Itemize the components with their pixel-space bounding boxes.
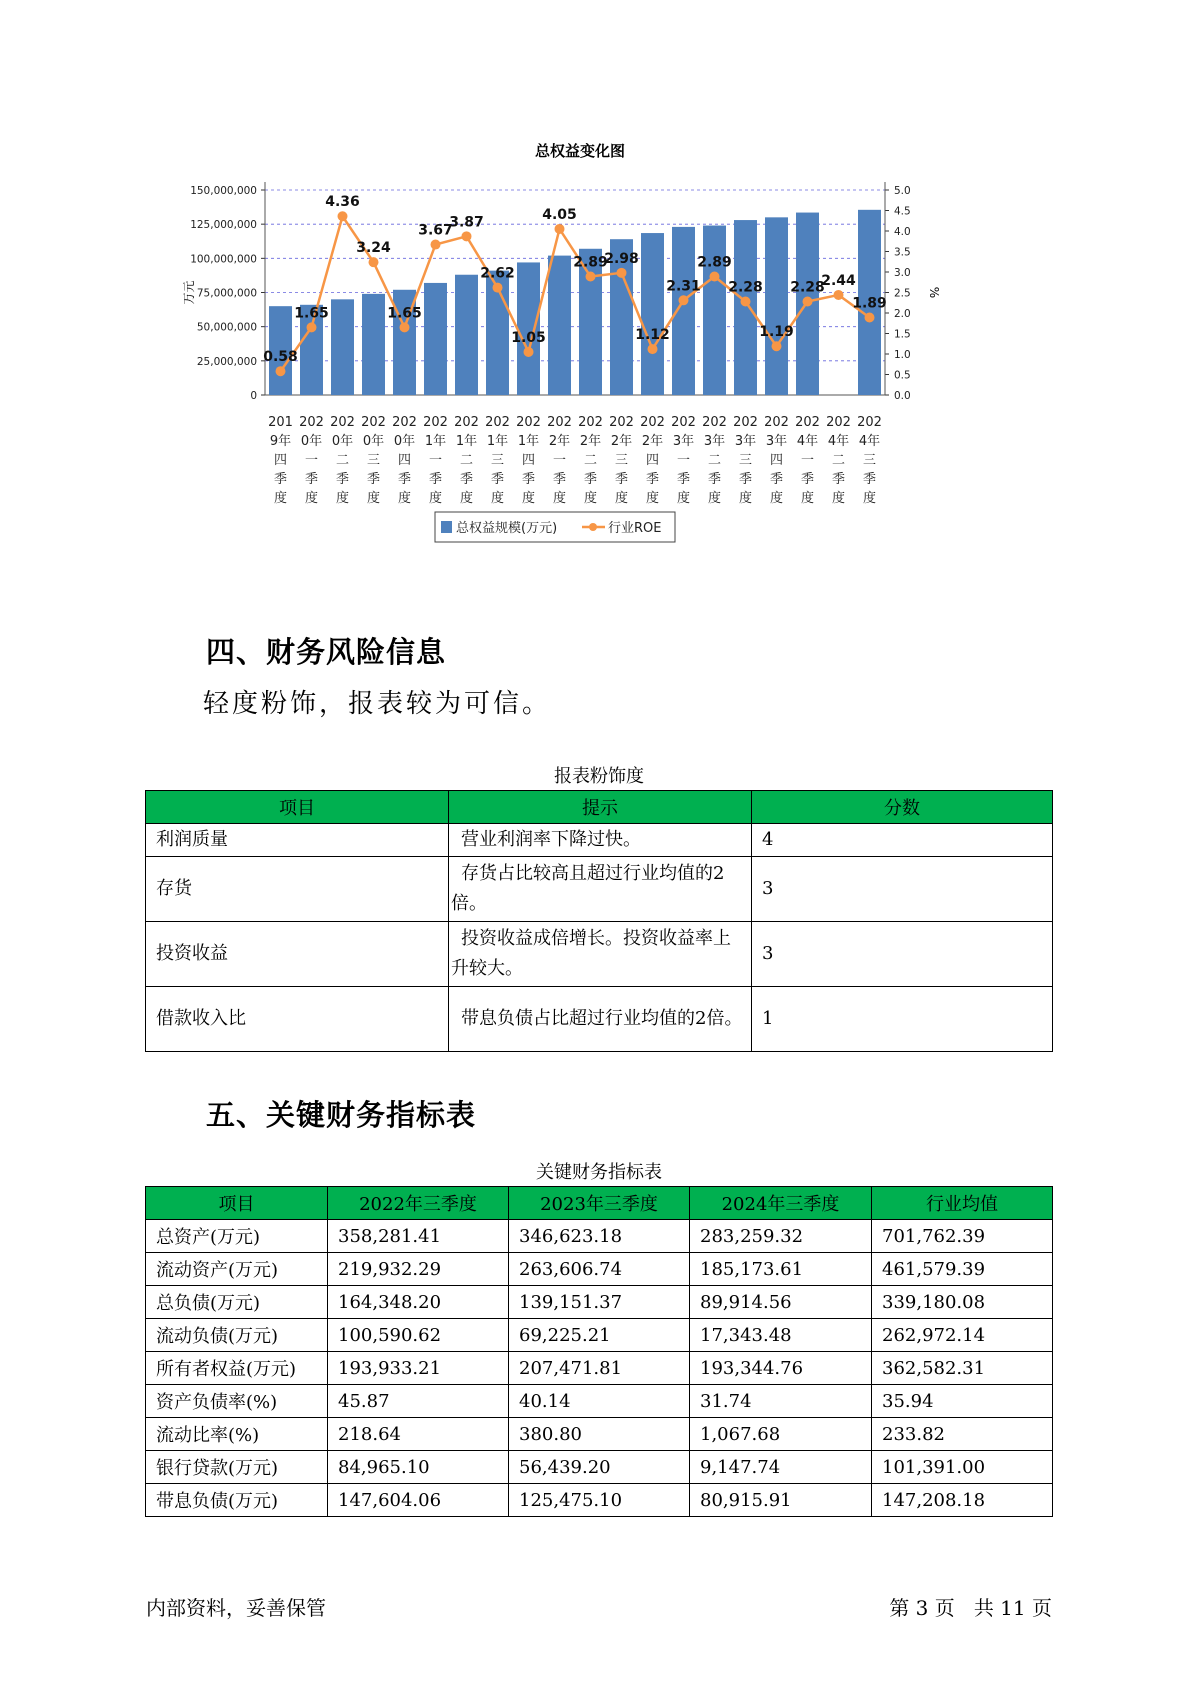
roe-data-label: 1.19 [759,324,794,341]
left-tick-label: 50,000,000 [196,321,257,334]
x-tick-label: 四 [397,453,412,468]
roe-point [710,272,720,282]
x-tick-label: 度 [614,491,629,506]
x-tick-label: 4年 [796,434,819,449]
table-row [146,1484,1053,1517]
roe-data-label: 4.36 [325,194,360,211]
right-tick-label: 1.0 [894,349,911,361]
kpi-value: 263,606.74 [509,1253,690,1286]
x-tick-label: 度 [862,491,877,506]
x-tick-label: 0年 [393,434,416,449]
kpi-value: 233.82 [872,1418,1053,1451]
x-tick-label: 4年 [858,434,881,449]
x-tick-label: 201 [268,415,293,430]
x-tick-label: 季 [738,472,753,487]
x-tick-label: 度 [769,491,784,506]
risk-score: 3 [752,922,1053,987]
roe-point [400,322,410,332]
x-tick-label: 二 [707,453,722,468]
x-tick-label: 季 [800,472,815,487]
roe-point [741,297,751,307]
bar [331,299,354,395]
table-row [146,1319,1053,1352]
right-tick-label: 3.0 [894,267,911,279]
x-tick-label: 202 [299,415,324,430]
table-row [146,1253,1053,1286]
risk-hint: 营业利润率下降过快。 [449,824,752,857]
x-tick-label: 202 [392,415,417,430]
roe-data-label: 1.05 [511,329,546,346]
x-tick-label: 202 [702,415,727,430]
kpi-table [145,1186,1053,1517]
kpi-item: 流动比率(%) [146,1418,328,1451]
x-tick-label: 度 [676,491,691,506]
table-row [146,1220,1053,1253]
x-tick-label: 季 [831,472,846,487]
x-tick-label: 0年 [362,434,385,449]
roe-data-label: 2.89 [697,254,732,271]
roe-point [462,231,472,241]
kpi-item: 所有者权益(万元) [146,1352,328,1385]
risk-hint: 投资收益成倍增长。投资收益率上升较大。 [449,922,752,987]
x-tick-label: 0年 [300,434,323,449]
left-tick-label: 150,000,000 [190,185,257,197]
right-tick-label: 3.5 [894,246,911,259]
x-tick-label: 四 [769,453,784,468]
header-cell: 2024年三季度 [690,1187,872,1220]
x-tick-label: 度 [335,491,350,506]
x-tick-label: 3年 [703,434,726,449]
kpi-value: 101,391.00 [872,1451,1053,1484]
x-tick-label: 202 [764,415,789,430]
kpi-value: 17,343.48 [690,1319,872,1352]
header-cell: 提示 [449,791,752,824]
kpi-value: 80,915.91 [690,1484,872,1517]
kpi-item: 流动负债(万元) [146,1319,328,1352]
x-tick-label: 二 [459,453,474,468]
x-tick-label: 季 [707,472,722,487]
x-tick-label: 4年 [827,434,850,449]
x-tick-label: 3年 [765,434,788,449]
legend-bar-swatch [441,521,452,533]
roe-data-label: 0.58 [263,349,298,366]
risk-score: 4 [752,824,1053,857]
x-tick-label: 202 [454,415,479,430]
x-tick-label: 202 [857,415,882,430]
right-tick-label: 4.0 [894,226,911,238]
right-axis-label: % [927,286,941,299]
x-tick-label: 度 [428,491,443,506]
bar [548,256,571,395]
x-tick-label: 202 [547,415,572,430]
table-row [146,1352,1053,1385]
table-row [146,1451,1053,1484]
kpi-value: 219,932.29 [328,1253,509,1286]
kpi-value: 9,147.74 [690,1451,872,1484]
risk-score: 3 [752,857,1053,922]
kpi-value: 218.64 [328,1418,509,1451]
footer-page-number: 第 3 页 共 11 页 [889,1596,1052,1620]
kpi-value: 56,439.20 [509,1451,690,1484]
x-tick-label: 9年 [269,434,292,449]
right-tick-label: 0.0 [894,390,911,402]
kpi-table-caption: 关键财务指标表 [536,1162,662,1183]
bar [362,294,385,395]
x-tick-label: 季 [614,472,629,487]
kpi-value: 164,348.20 [328,1286,509,1319]
kpi-value: 147,208.18 [872,1484,1053,1517]
x-tick-label: 三 [614,453,629,468]
kpi-value: 185,173.61 [690,1253,872,1286]
roe-data-label: 1.65 [387,305,422,322]
x-tick-label: 三 [862,453,877,468]
roe-data-label: 1.89 [852,295,887,312]
x-tick-label: 度 [738,491,753,506]
x-tick-label: 度 [552,491,567,506]
roe-point [834,290,844,300]
x-tick-label: 度 [397,491,412,506]
kpi-value: 380.80 [509,1418,690,1451]
kpi-item: 资产负债率(%) [146,1385,328,1418]
kpi-table-header [146,1187,1053,1220]
x-tick-label: 季 [645,472,660,487]
kpi-value: 283,259.32 [690,1220,872,1253]
kpi-value: 31.74 [690,1385,872,1418]
x-tick-label: 度 [831,491,846,506]
roe-point [276,366,286,376]
x-tick-label: 2年 [641,434,664,449]
roe-data-label: 2.28 [790,279,825,296]
x-tick-label: 季 [521,472,536,487]
kpi-value: 147,604.06 [328,1484,509,1517]
x-tick-label: 度 [304,491,319,506]
x-tick-label: 2年 [548,434,571,449]
x-tick-label: 季 [583,472,598,487]
right-tick-label: 2.5 [894,287,911,300]
risk-hint: 带息负债占比超过行业均值的2倍。 [449,987,752,1052]
risk-score: 1 [752,987,1053,1052]
section5-title: 五、关键财务指标表 [206,1098,477,1132]
header-cell: 行业均值 [872,1187,1053,1220]
left-tick-label: 75,000,000 [196,287,257,300]
x-tick-label: 3年 [672,434,695,449]
x-tick-label: 二 [335,453,350,468]
roe-point [803,297,813,307]
x-tick-label: 202 [330,415,355,430]
chart-title: 总权益变化图 [534,142,626,160]
x-tick-label: 202 [640,415,665,430]
legend-line-label: 行业ROE [608,521,662,536]
header-cell: 分数 [752,791,1053,824]
bar [765,217,788,395]
roe-point [772,341,782,351]
risk-table-header [146,791,1053,824]
x-tick-label: 度 [366,491,381,506]
left-tick-label: 125,000,000 [190,219,257,232]
roe-point [586,272,596,282]
risk-table [145,790,1053,1052]
kpi-value: 139,151.37 [509,1286,690,1319]
x-tick-label: 三 [366,453,381,468]
right-tick-label: 0.5 [894,369,911,382]
risk-item: 利润质量 [146,824,449,857]
roe-point [617,268,627,278]
x-tick-label: 202 [423,415,448,430]
x-tick-label: 度 [521,491,536,506]
x-tick-label: 季 [428,472,443,487]
kpi-value: 1,067.68 [690,1418,872,1451]
roe-data-label: 3.24 [356,240,391,257]
x-tick-label: 202 [609,415,634,430]
x-tick-label: 202 [485,415,510,430]
x-tick-label: 一 [304,453,319,468]
kpi-item: 银行贷款(万元) [146,1451,328,1484]
x-tick-label: 1年 [424,434,447,449]
roe-data-label: 2.44 [821,272,856,289]
left-tick-label: 100,000,000 [190,253,257,266]
roe-point [338,211,348,221]
roe-data-label: 1.12 [635,327,670,344]
table-row [146,987,1053,1052]
kpi-value: 358,281.41 [328,1220,509,1253]
x-tick-label: 2年 [610,434,633,449]
bar [703,226,726,395]
x-tick-label: 季 [304,472,319,487]
bar [517,262,540,395]
x-tick-label: 度 [273,491,288,506]
x-tick-label: 一 [676,453,691,468]
table-row [146,1286,1053,1319]
x-tick-label: 四 [273,453,288,468]
x-tick-label: 202 [671,415,696,430]
x-tick-label: 2年 [579,434,602,449]
x-tick-label: 度 [707,491,722,506]
x-tick-label: 202 [578,415,603,430]
kpi-value: 35.94 [872,1385,1053,1418]
roe-point [555,224,565,234]
x-tick-label: 季 [397,472,412,487]
x-tick-label: 度 [459,491,474,506]
kpi-value: 40.14 [509,1385,690,1418]
kpi-value: 100,590.62 [328,1319,509,1352]
x-tick-label: 二 [583,453,598,468]
legend-bar-label: 总权益规模(万元) [456,521,558,536]
x-tick-label: 202 [361,415,386,430]
x-tick-label: 202 [826,415,851,430]
kpi-value: 45.87 [328,1385,509,1418]
risk-item: 投资收益 [146,922,449,987]
kpi-value: 193,933.21 [328,1352,509,1385]
x-tick-label: 1年 [486,434,509,449]
bar [641,233,664,395]
roe-data-label: 2.31 [666,278,701,295]
header-cell: 2023年三季度 [509,1187,690,1220]
x-tick-label: 0年 [331,434,354,449]
roe-data-label: 2.62 [480,265,515,282]
x-tick-label: 季 [552,472,567,487]
kpi-value: 89,914.56 [690,1286,872,1319]
kpi-item: 带息负债(万元) [146,1484,328,1517]
x-tick-label: 季 [366,472,381,487]
table-row [146,857,1053,922]
equity-chart-svg [180,140,1040,600]
kpi-item: 流动资产(万元) [146,1253,328,1286]
x-tick-label: 季 [676,472,691,487]
risk-verdict: 轻度粉饰，报表较为可信。 [203,689,552,719]
right-tick-label: 1.5 [894,328,911,341]
roe-point [648,344,658,354]
left-tick-label: 0 [250,390,257,402]
left-axis-label: 万元 [182,280,196,305]
equity-chart [180,140,1040,600]
kpi-value: 84,965.10 [328,1451,509,1484]
bar [579,249,602,395]
roe-data-label: 3.67 [418,222,453,239]
kpi-value: 69,225.21 [509,1319,690,1352]
kpi-value: 461,579.39 [872,1253,1053,1286]
bar [734,220,757,395]
x-tick-label: 202 [516,415,541,430]
table-row [146,1418,1053,1451]
x-tick-label: 季 [490,472,505,487]
x-tick-label: 季 [862,472,877,487]
x-tick-label: 3年 [734,434,757,449]
x-tick-label: 四 [645,453,660,468]
roe-point [493,283,503,293]
roe-data-label: 1.65 [294,305,329,322]
roe-point [524,347,534,357]
x-tick-label: 三 [738,453,753,468]
header-cell: 项目 [146,1187,328,1220]
x-tick-label: 度 [645,491,660,506]
kpi-value: 262,972.14 [872,1319,1053,1352]
legend-line-marker [589,523,597,531]
x-tick-label: 202 [795,415,820,430]
roe-point [369,257,379,267]
x-tick-label: 季 [769,472,784,487]
x-tick-label: 202 [733,415,758,430]
footer-confidential: 内部资料，妥善保管 [146,1596,326,1620]
risk-hint: 存货占比较高且超过行业均值的2倍。 [449,857,752,922]
roe-data-label: 2.28 [728,279,763,296]
kpi-item: 总资产(万元) [146,1220,328,1253]
table-row [146,1385,1053,1418]
risk-item: 借款收入比 [146,987,449,1052]
roe-data-label: 4.05 [542,206,577,223]
kpi-value: 362,582.31 [872,1352,1053,1385]
kpi-value: 207,471.81 [509,1352,690,1385]
x-tick-label: 度 [490,491,505,506]
roe-point [679,295,689,305]
roe-point [865,313,875,323]
header-cell: 2022年三季度 [328,1187,509,1220]
x-tick-label: 季 [459,472,474,487]
bar [455,275,478,395]
right-tick-label: 2.0 [894,308,911,320]
left-tick-label: 25,000,000 [196,355,257,368]
x-tick-label: 二 [831,453,846,468]
kpi-value: 701,762.39 [872,1220,1053,1253]
x-tick-label: 季 [335,472,350,487]
roe-point [431,240,441,250]
kpi-value: 125,475.10 [509,1484,690,1517]
x-tick-label: 四 [521,453,536,468]
right-tick-label: 4.5 [894,205,911,218]
x-tick-label: 度 [583,491,598,506]
roe-data-label: 2.89 [573,254,608,271]
table-row [146,824,1053,857]
kpi-value: 346,623.18 [509,1220,690,1253]
header-cell: 项目 [146,791,449,824]
x-tick-label: 季 [273,472,288,487]
section4-title: 四、财务风险信息 [206,635,447,669]
kpi-table-body [146,1220,1053,1517]
x-tick-label: 1年 [455,434,478,449]
risk-item: 存货 [146,857,449,922]
roe-point [307,322,317,332]
x-tick-label: 度 [800,491,815,506]
right-tick-label: 5.0 [894,185,911,197]
x-tick-label: 一 [428,453,443,468]
x-tick-label: 一 [552,453,567,468]
table-row [146,922,1053,987]
bar [424,283,447,395]
kpi-item: 总负债(万元) [146,1286,328,1319]
kpi-value: 193,344.76 [690,1352,872,1385]
kpi-value: 339,180.08 [872,1286,1053,1319]
x-tick-label: 1年 [517,434,540,449]
roe-data-label: 2.98 [604,250,639,267]
x-tick-label: 一 [800,453,815,468]
x-tick-label: 三 [490,453,505,468]
roe-data-label: 3.87 [449,214,484,231]
risk-table-caption: 报表粉饰度 [554,766,644,787]
